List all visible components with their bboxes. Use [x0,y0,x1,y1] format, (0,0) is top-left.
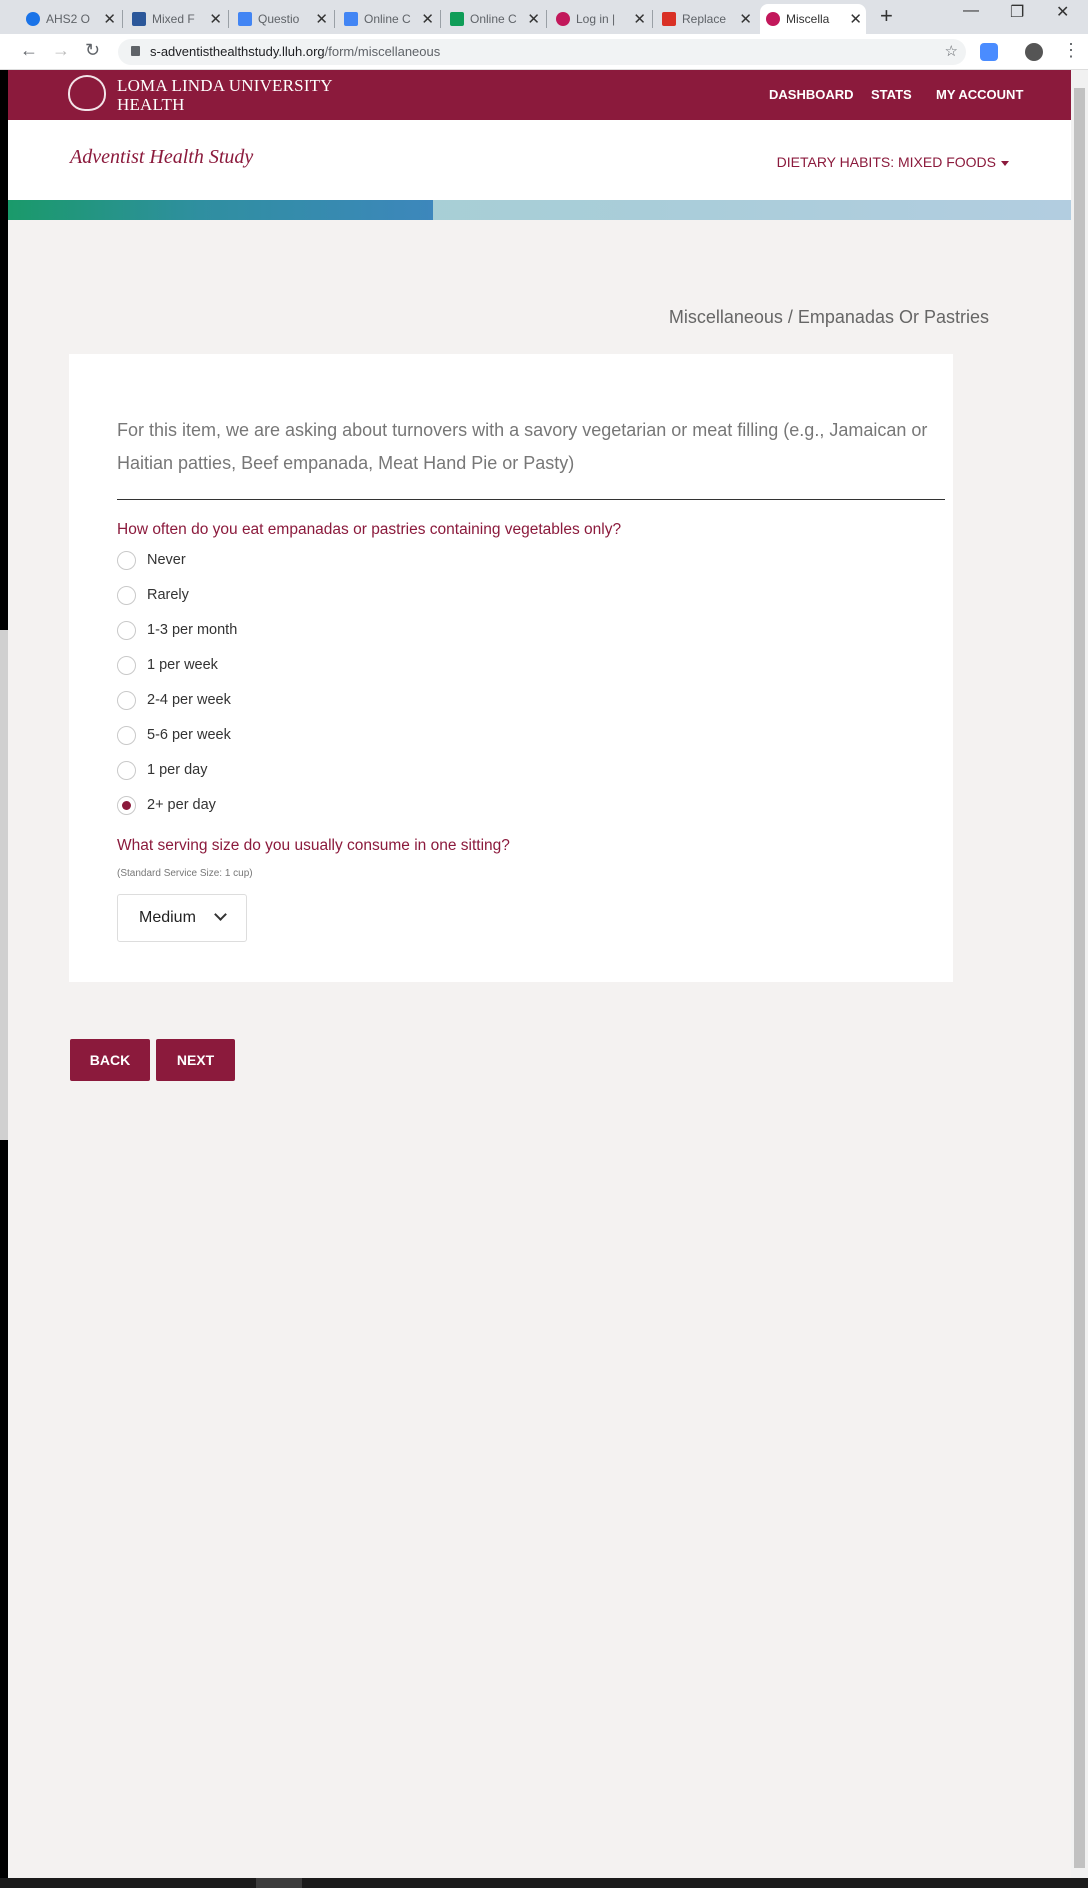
radio-button[interactable] [117,586,136,605]
nav-stats[interactable]: STATS [871,87,912,102]
lluh-logo-icon [766,12,780,26]
browser-tab[interactable]: Log in | ✕ [550,4,650,34]
close-tab-icon[interactable]: ✕ [315,11,328,28]
new-tab-button[interactable]: + [880,3,893,28]
browser-tab[interactable]: Online C ✕ [444,4,544,34]
question-card [69,354,953,982]
page-viewport [8,70,1071,1878]
radio-button-selected[interactable] [117,796,136,815]
chevron-down-icon [214,908,227,921]
radio-button[interactable] [117,656,136,675]
browser-tab[interactable]: AHS2 O ✕ [20,4,120,34]
study-subheader [8,120,1071,200]
browser-tab[interactable]: Mixed F ✕ [126,4,226,34]
tab-separator [440,10,441,28]
divider [117,499,945,500]
progress-bar [8,200,1071,220]
frequency-option-5-6-per-week[interactable]: 5-6 per week [117,725,231,745]
site-header [8,70,1071,120]
browser-tab[interactable]: Replace ✕ [656,4,756,34]
onedrive-icon [26,12,40,26]
profile-avatar-icon[interactable] [1025,43,1043,61]
forward-arrow-icon[interactable]: → [52,40,70,60]
tab-separator [546,10,547,28]
url-path: /form/miscellaneous [324,44,441,59]
frequency-option-1-3-per-month[interactable]: 1-3 per month [117,620,237,640]
tab-separator [228,10,229,28]
close-window-icon[interactable]: ✕ [1056,4,1070,21]
word-icon [132,12,146,26]
frequency-option-2-4-per-week[interactable]: 2-4 per week [117,690,231,710]
docs-icon [238,12,252,26]
frequency-option-1-per-week[interactable]: 1 per week [117,655,218,675]
radio-button[interactable] [117,621,136,640]
tab-separator [122,10,123,28]
close-tab-icon[interactable]: ✕ [527,11,540,28]
window-edge-shade [0,630,8,1140]
back-arrow-icon[interactable]: ← [20,40,38,60]
breadcrumb: Miscellaneous / Empanadas Or Pastries [668,307,989,327]
browser-tab[interactable]: Questio ✕ [232,4,332,34]
browser-tab[interactable]: Online C ✕ [338,4,438,34]
llu-seal-icon[interactable] [68,75,106,111]
tab-separator [334,10,335,28]
progress-fill [8,200,433,220]
close-tab-icon[interactable]: ✕ [103,11,116,28]
close-tab-icon[interactable]: ✕ [421,11,434,28]
taskbar-item[interactable] [256,1878,302,1888]
frequency-option-2-plus-per-day[interactable]: 2+ per day [117,795,216,815]
frequency-option-rarely[interactable]: Rarely [117,585,189,605]
bookmark-star-icon[interactable]: ☆ [944,43,958,60]
caret-down-icon [1001,161,1009,166]
close-tab-icon[interactable]: ✕ [209,11,222,28]
scrollbar-thumb[interactable] [1074,88,1085,1868]
serving-size-select[interactable]: Medium [117,894,247,942]
radio-button[interactable] [117,551,136,570]
study-title: Adventist Health Study [70,146,254,168]
docs-icon [344,12,358,26]
radio-button[interactable] [117,691,136,710]
os-taskbar [0,1878,1088,1888]
restore-icon[interactable]: ❐ [1010,4,1025,21]
next-button[interactable]: NEXT [156,1039,235,1081]
browser-toolbar [0,34,1088,70]
frequency-question: How often do you eat empanadas or pastries containing vegetables only? [117,521,622,538]
address-bar[interactable] [118,39,966,65]
url-host: s-adventisthealthstudy.lluh.org [150,44,325,59]
browser-tab-active[interactable]: Miscella ✕ [760,4,866,34]
tab-separator [652,10,653,28]
section-dropdown[interactable]: DIETARY HABITS: MIXED FOODS [777,154,1009,170]
intro-text: For this item, we are asking about turnovers with a savory vegetarian or meat filling (e.g., Jamaican or Haitian patties, Beef empanada, Meat Hand Pie or Pasty) [117,420,928,473]
nav-dashboard[interactable]: DASHBOARD [769,87,854,102]
sheets-icon [450,12,464,26]
frequency-option-never[interactable]: Never [117,550,186,570]
back-button[interactable]: BACK [70,1039,150,1081]
serving-size-hint: (Standard Service Size: 1 cup) [117,868,253,879]
gmail-icon [662,12,676,26]
browser-menu-icon[interactable]: ⋮ [1062,40,1080,60]
close-tab-icon[interactable]: ✕ [633,11,646,28]
site-logo-text[interactable]: LOMA LINDA UNIVERSITY HEALTH [117,76,333,114]
nav-my-account[interactable]: MY ACCOUNT [936,87,1024,102]
zoom-extension-icon[interactable] [980,43,998,61]
frequency-option-1-per-day[interactable]: 1 per day [117,760,207,780]
close-tab-icon[interactable]: ✕ [739,11,752,28]
lock-icon [131,46,140,56]
close-tab-icon[interactable]: ✕ [849,11,862,28]
reload-icon[interactable]: ↻ [85,40,101,60]
lluh-logo-icon [556,12,570,26]
radio-button[interactable] [117,726,136,745]
browser-tab-strip [0,0,1088,34]
serving-size-question: What serving size do you usually consume in one sitting? [117,837,510,854]
minimize-icon[interactable]: — [963,2,979,19]
radio-button[interactable] [117,761,136,780]
